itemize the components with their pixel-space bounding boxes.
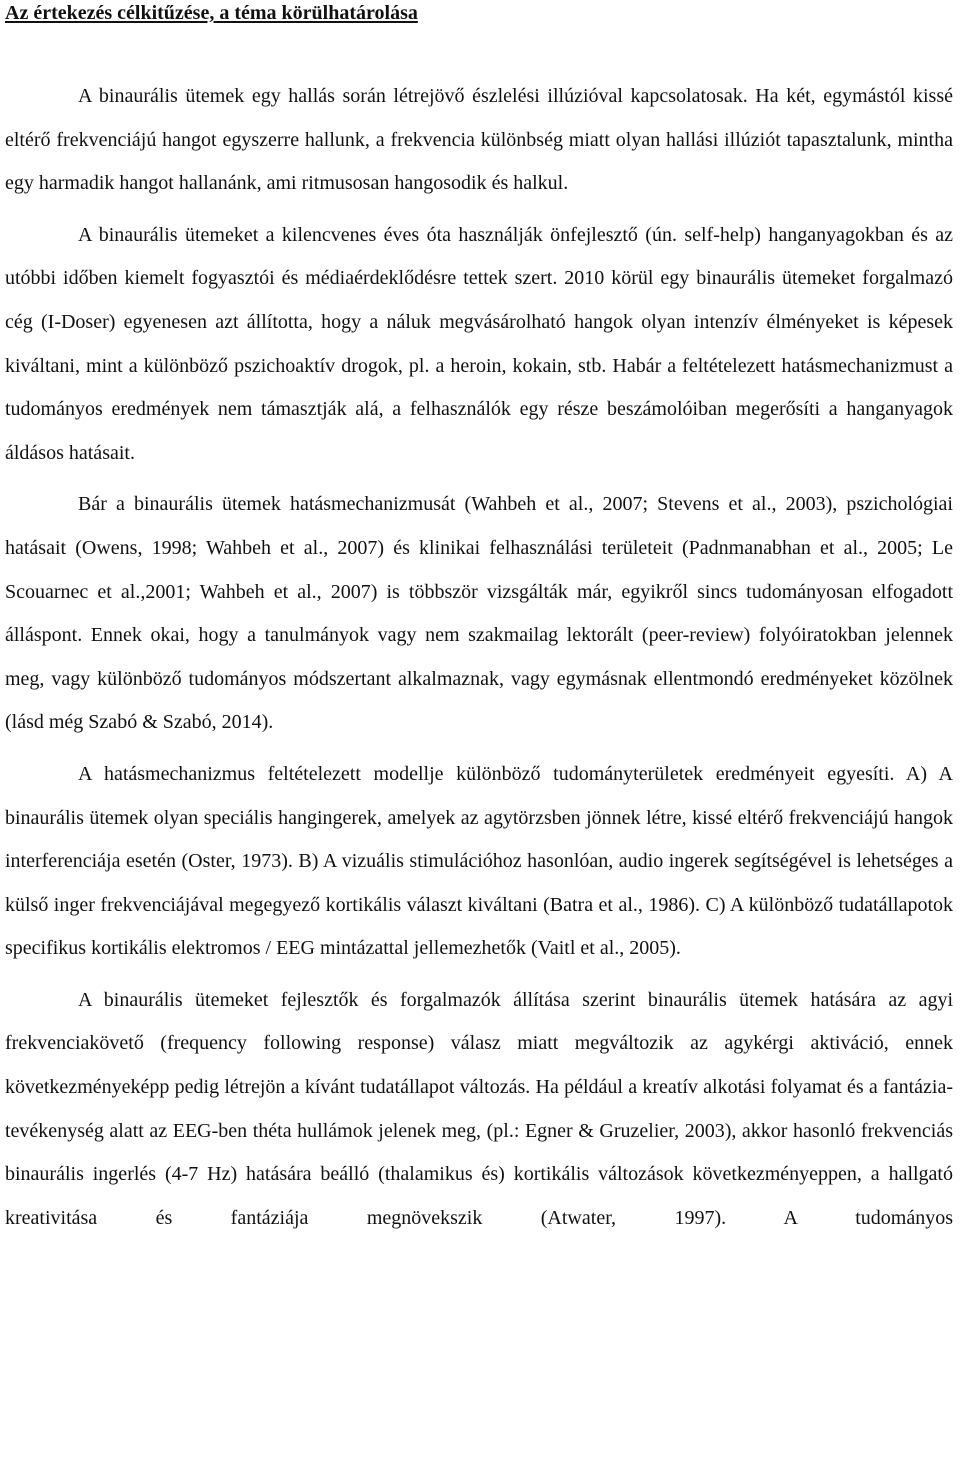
paragraph-self-help-marketing: A binaurális ütemeket a kilencvenes éves óta használják önfejlesztő (ún. self-help) hanganyagokban és az utóbbi időben kiemelt fogyasztói és médiaérdeklődésre tettek szert. 2010 körül egy binaurális ütemeket forgalmazó cég (I-Doser) egyenesen azt állította, hogy a náluk megvásárolható hangok olyan intenzív élményeket is képesek kiváltani, mint a különböző pszichoaktív drogok, pl. a heroin, kokain, stb. Habár a feltételezett hatásmechanizmust a tudományos eredmények nem támasztják alá, a felhasználók egy része beszámolóiban megerősíti a hanganyagok áldásos hatásait. [5, 223, 953, 464]
paragraph-mechanism-model: A hatásmechanizmus feltételezett modellje különböző tudományterületek eredményeit egyesíti. A) A binaurális ütemek olyan speciális hangingerek, amelyek az agytörzsben jönnek létre, kissé eltérő frekvenciájú hangok interferenciája esetén (Oster, 1973). B) A vizuális stimulációhoz hasonlóan, audio ingerek segítségével is lehetséges a külső inger frekvenciájával megegyező kortikális választ kiváltani (Batra et al., 1986). C) A különböző tudatállapotok specifikus kortikális elektromos / EEG mintázattal jellemezhetők (Vaitl et al., 2005). [5, 762, 953, 960]
paragraph-binaural-intro: A binaurális ütemek egy hallás során létrejövő észlelési illúzióval kapcsolatosak. Ha két, egymástól kissé eltérő frekvenciájú hangot egyszerre hallunk, a frekvencia különbség miatt olyan hallási illúziót tapasztalunk, mintha egy harmadik hangot hallanánk, ami ritmusosan hangosodik és halkul. [5, 85, 953, 195]
section-heading: Az értekezés célkitűzése, a téma körülhatárolása [5, 2, 418, 24]
body-text [5, 75, 953, 1240]
paragraph-developer-claims: A binaurális ütemeket fejlesztők és forgalmazók állítása szerint binaurális ütemek hatására az agyi frekvenciakövető (frequency following response) válasz miatt megváltozik az agykérgi aktiváció, ennek következményeképp pedig létrejön a kívánt tudatállapot változás. Ha például a kreatív alkotási folyamat és a fantázia-tevékenység alatt az EEG-ben théta hullámok jelenek meg, (pl.: Egner & Gruzelier, 2003), akkor hasonló frekvenciás binaurális ingerlés (4-7 Hz) hatására beálló (thalamikus és) kortikális változások következményeppen, a hallgató kreativitása és fantáziája megnövekszik (Atwater, 1997). A tudományos [5, 988, 953, 1229]
paragraph-research-overview: Bár a binaurális ütemek hatásmechanizmusát (Wahbeh et al., 2007; Stevens et al., 2003), pszichológiai hatásait (Owens, 1998; Wahbeh et al., 2007) és klinikai felhasználási területeit (Padnmanabhan et al., 2005; Le Scouarnec et al.,2001; Wahbeh et al., 2007) is többször vizsgálták már, egyikről sincs tudományosan elfogadott álláspont. Ennek okai, hogy a tanulmányok vagy nem szakmailag lektorált (peer-review) folyóiratokban jelennek meg, vagy különböző tudományos módszertant alkalmaznak, vagy egymásnak ellentmondó eredményeket közölnek (lásd még Szabó & Szabó, 2014). [5, 493, 953, 734]
